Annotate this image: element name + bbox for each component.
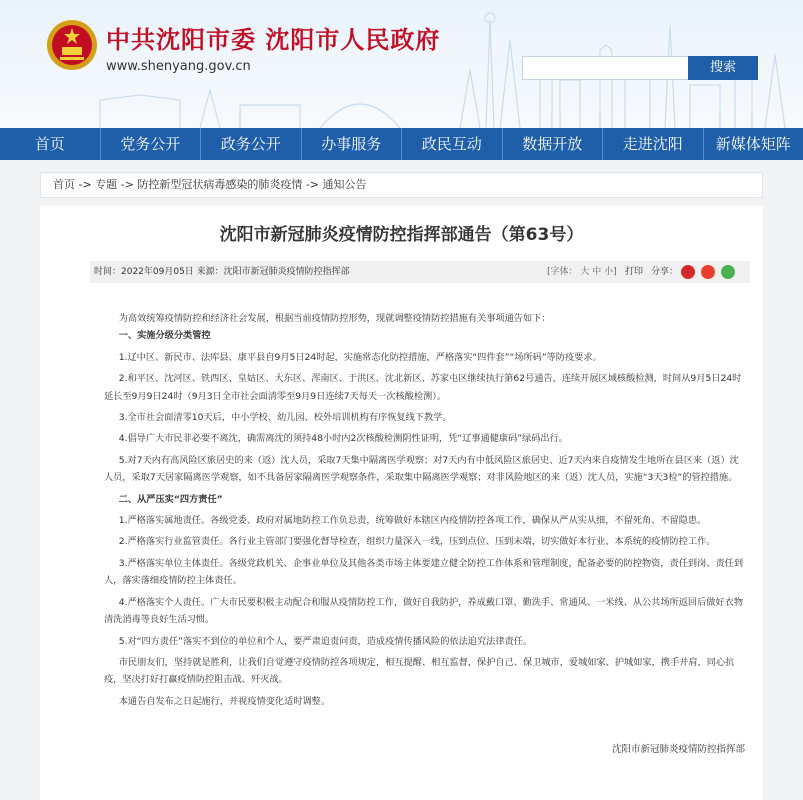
- print-link[interactable]: 打印: [625, 267, 644, 277]
- site-title: 中共沈阳市委 沈阳市人民政府: [106, 26, 441, 54]
- nav-item-home[interactable]: 首页: [0, 128, 101, 160]
- nav-item-interaction[interactable]: 政民互动: [402, 128, 503, 160]
- article-paragraph: 3.严格落实单位主体责任。各级党政机关、企事业单位及其他各类市场主体要建立健全防控工作体系和管理制度，配备必要的防控物资，责任到岗、责任到人，落实落细疫情防控主体责任。: [104, 557, 744, 587]
- main-nav: [0, 128, 803, 160]
- article-paragraph: 为高效统筹疫情防控和经济社会发展，根据当前疫情防控形势，现就调整疫情防控措施有关事项通告如下：: [118, 313, 551, 324]
- site-url: www.shenyang.gov.cn: [106, 59, 251, 74]
- article-paragraph: 2.严格落实行业监管责任。各行业主管部门要强化督导检查，组织力量深入一线，压到点位、压到末端，切实做好本行业、本系统的疫情防控工作。: [118, 536, 716, 548]
- section-heading: 一、实施分级分类管控: [118, 330, 211, 342]
- breadcrumb[interactable]: 首页 -> 专题 -> 防控新型冠状病毒感染的肺炎疫情 -> 通知公告: [40, 172, 763, 198]
- article-title: 沈阳市新冠肺炎疫情防控指挥部通告（第63号）: [219, 225, 584, 245]
- site-header: [0, 0, 803, 128]
- article-meta-info: 时间：2022年09月05日 来源：沈阳市新冠肺炎疫情防控指挥部: [94, 267, 350, 277]
- section-heading: 二、从严压实“四方责任”: [118, 493, 223, 505]
- article-signature: 沈阳市新冠肺炎疫情防控指挥部: [611, 744, 745, 755]
- share-label: 分享：: [651, 267, 679, 277]
- article-paragraph: 1.严格落实属地责任。各级党委、政府对属地防控工作负总责，统筹做好本辖区内疫情防控各项工作，确保从严从实从细，不留死角、不留隐患。: [118, 515, 707, 527]
- article-panel: [40, 206, 763, 800]
- article-paragraph: 3.全市社会面清零10天后，中小学校、幼儿园、校外培训机构有序恢复线下教学。: [118, 412, 452, 424]
- article-paragraph: 2.和平区、沈河区、铁西区、皇姑区、大东区、浑南区、于洪区、沈北新区、苏家屯区继续执行第62号通告，连续开展区域核酸检测，时间从9月5日24时延长至9月9日24时（9月3日全市社会面清零至9月9日连续7天每天一次核酸检测）。: [104, 373, 742, 402]
- share-wechat-icon[interactable]: [721, 265, 735, 279]
- article-paragraph: 5.对7天内有高风险区旅居史的来（返）沈人员，采取7天集中隔离医学观察；对7天内有中低风险区旅居史、近7天内来自疫情发生地所在县区来（返）沈人员，采取7天居家隔离医学观察，如不具备居家隔离医学观察条件，采取集中隔离医学观察；对非风险地区的来（返）沈人员，实施“3天3检”的管控措施。: [104, 454, 739, 484]
- article-paragraph: 市民朋友们，坚持就是胜利，让我们自觉遵守疫情防控各项规定，相互提醒、相互监督，保护自己、保卫城市，爱城如家、护城如家，携手并肩，同心抗疫，坚决打好打赢疫情防控阻击战、歼灭战。: [104, 656, 735, 686]
- article-paragraph: 1.辽中区、新民市、法库县、康平县自9月5日24时起，实施常态化防控措施，严格落实“四件套”“场所码”等防疫要求。: [118, 351, 602, 363]
- article-paragraph: 5.对“四方责任”落实不到位的单位和个人，要严肃追责问责，造成疫情传播风险的依法追究法律责任。: [118, 635, 533, 647]
- font-size-switch[interactable]: [字体： 大 中 小]: [547, 267, 617, 277]
- article-paragraph: 4.倡导广大市民非必要不离沈，确需离沈的须持48小时内2次核酸检测阴性证明，凭“辽事通健康码”绿码出行。: [118, 433, 568, 445]
- nav-item-new-media[interactable]: 新媒体矩阵: [715, 135, 791, 153]
- nav-item-services[interactable]: 办事服务: [302, 128, 403, 160]
- nav-item-open-data[interactable]: 数据开放: [503, 128, 604, 160]
- article-paragraph: 本通告自发布之日起施行，并视疫情变化适时调整。: [118, 695, 331, 707]
- article-paragraph: 4.严格落实个人责任。广大市民要积极主动配合和服从疫情防控工作，做好自我防护，养成戴口罩、勤洗手、常通风、一米线、从公共场所返回后做好衣物清洗消毒等良好生活习惯。: [104, 596, 744, 626]
- share-weibo-icon[interactable]: [701, 265, 715, 279]
- nav-item-about-shenyang[interactable]: 走进沈阳: [603, 128, 704, 160]
- article-meta-bar: [90, 261, 750, 283]
- share-party-icon[interactable]: [681, 265, 695, 279]
- nav-item-government-affairs[interactable]: 政务公开: [201, 128, 302, 160]
- search-input[interactable]: [522, 56, 688, 80]
- article-body: [104, 310, 744, 710]
- search-button[interactable]: 搜索: [688, 56, 758, 80]
- nav-item-party-affairs[interactable]: 党务公开: [101, 128, 202, 160]
- national-emblem-icon: [46, 19, 98, 71]
